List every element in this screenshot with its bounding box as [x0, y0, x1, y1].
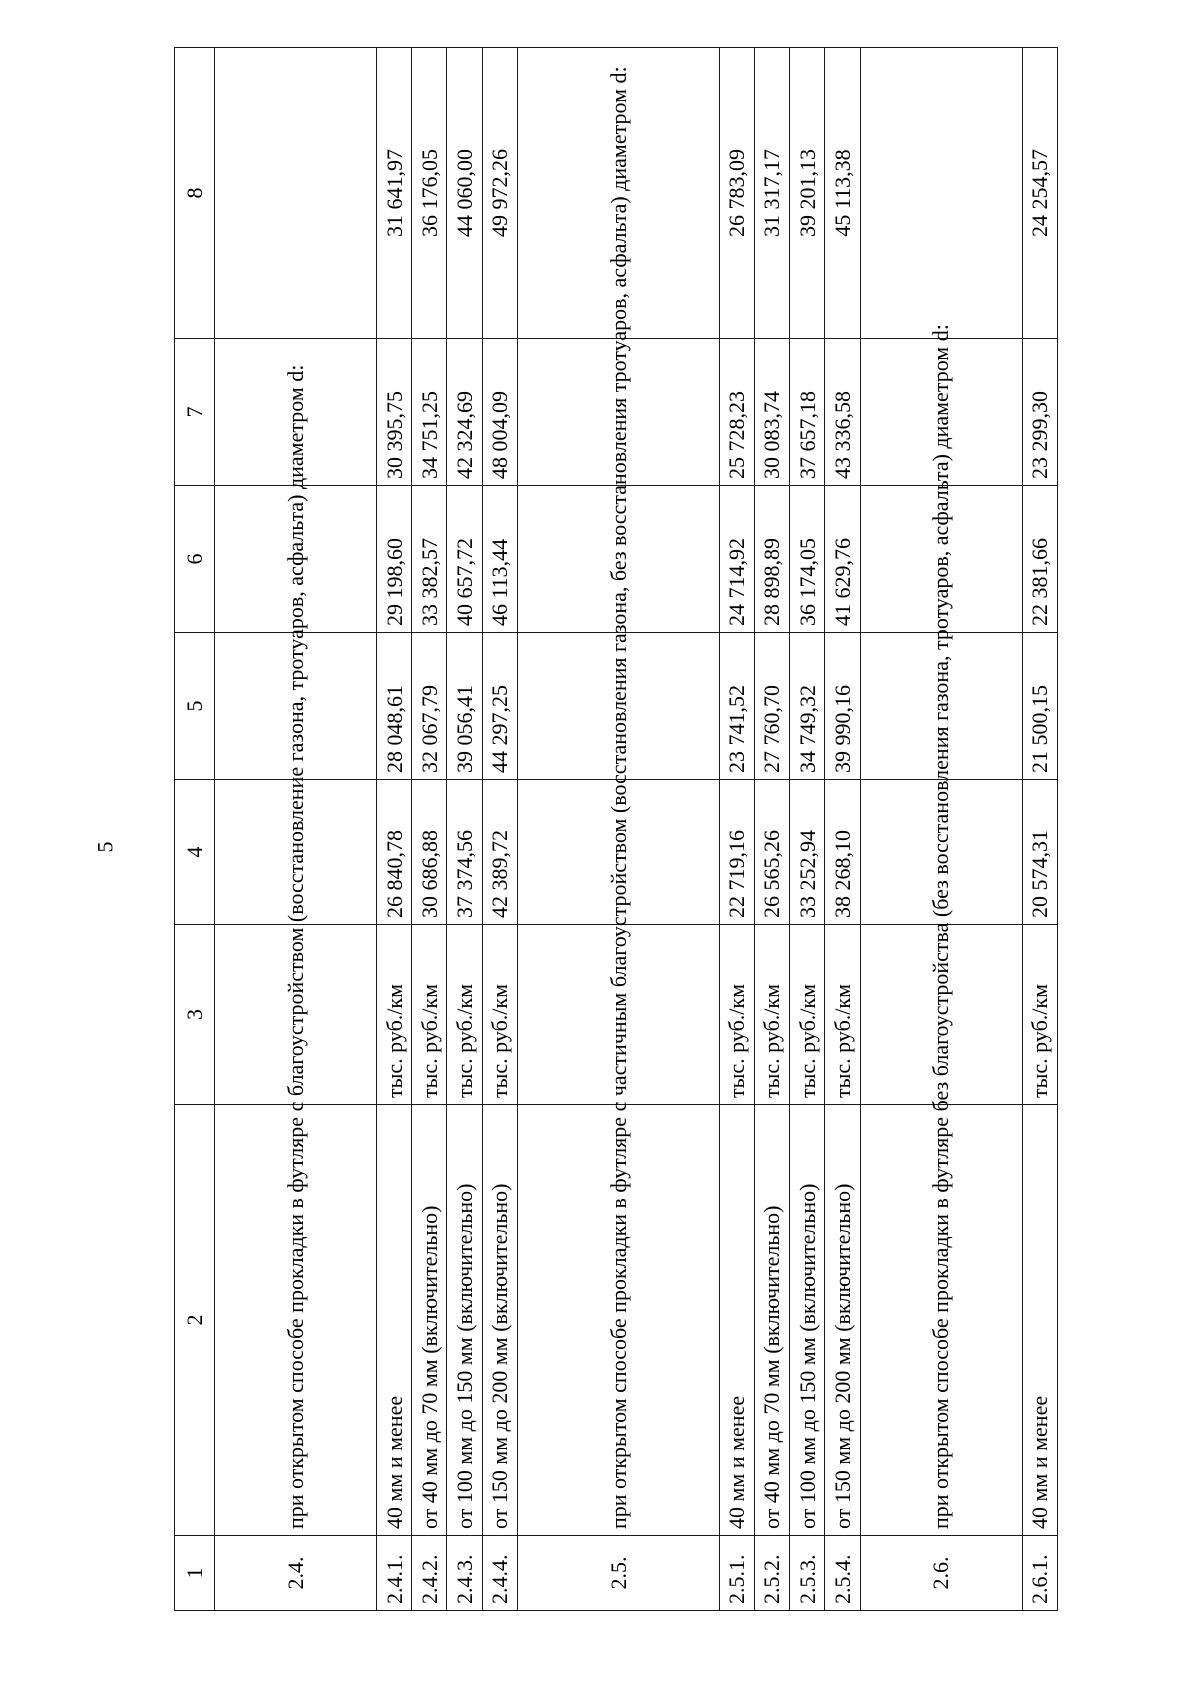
value-cell: 28 048,61 [377, 633, 412, 780]
column-header-row [175, 48, 215, 1611]
column-header: 5 [175, 633, 215, 780]
value-cell: 39 201,13 [790, 48, 825, 339]
value-cell: 31 317,17 [755, 48, 790, 339]
value-cell: 32 067,79 [412, 633, 447, 780]
value-cell: 42 389,72 [482, 780, 517, 925]
value-cell: 26 840,78 [377, 780, 412, 925]
value-cell: 24 714,92 [719, 486, 754, 633]
value-cell: 39 990,16 [825, 633, 860, 780]
item-description: 40 мм и менее [377, 1105, 412, 1536]
value-cell: 40 657,72 [447, 486, 482, 633]
item-description: от 100 мм до 150 мм (включительно) [790, 1105, 825, 1536]
item-description: от 40 мм до 70 мм (включительно) [755, 1105, 790, 1536]
value-cell: 34 751,25 [412, 339, 447, 486]
empty-cell [860, 48, 1022, 339]
item-number: 2.5.4. [825, 1536, 860, 1611]
rotated-table-container [174, 48, 1058, 1611]
item-number: 2.6.1. [1022, 1536, 1057, 1611]
tariff-table [174, 47, 1058, 1611]
table-row [482, 48, 517, 1611]
section-description: при открытом способе прокладки в футляре с благоустройством (восстановление газона, тротуаров, асфальта) диаметром d: [215, 1105, 377, 1536]
table-row [412, 48, 447, 1611]
column-header: 3 [175, 925, 215, 1105]
table-row [790, 48, 825, 1611]
value-cell: 23 741,52 [719, 633, 754, 780]
item-number: 2.4.2. [412, 1536, 447, 1611]
unit-cell: тыс. руб./км [790, 925, 825, 1105]
value-cell: 22 381,66 [1022, 486, 1057, 633]
value-cell: 26 565,26 [755, 780, 790, 925]
section-number: 2.5. [517, 1536, 719, 1611]
column-header: 7 [175, 339, 215, 486]
table-group-row [860, 48, 1022, 1611]
value-cell: 26 783,09 [719, 48, 754, 339]
value-cell: 39 056,41 [447, 633, 482, 780]
value-cell: 24 254,57 [1022, 48, 1057, 339]
section-description: при открытом способе прокладки в футляре с частичным благоустройством (восстановления газона, без восстановления тротуаров, асфальта) диаметром d: [517, 1105, 719, 1536]
value-cell: 30 686,88 [412, 780, 447, 925]
item-description: 40 мм и менее [719, 1105, 754, 1536]
value-cell: 48 004,09 [482, 339, 517, 486]
value-cell: 41 629,76 [825, 486, 860, 633]
value-cell: 46 113,44 [482, 486, 517, 633]
item-number: 2.4.1. [377, 1536, 412, 1611]
unit-cell: тыс. руб./км [755, 925, 790, 1105]
column-header: 1 [175, 1536, 215, 1611]
unit-cell: тыс. руб./км [412, 925, 447, 1105]
item-number: 2.5.3. [790, 1536, 825, 1611]
value-cell: 42 324,69 [447, 339, 482, 486]
page-number: 5 [92, 841, 118, 853]
value-cell: 45 113,38 [825, 48, 860, 339]
column-header: 2 [175, 1105, 215, 1536]
value-cell: 37 657,18 [790, 339, 825, 486]
value-cell: 34 749,32 [790, 633, 825, 780]
column-header: 8 [175, 48, 215, 339]
unit-cell: тыс. руб./км [447, 925, 482, 1105]
column-header: 6 [175, 486, 215, 633]
value-cell: 38 268,10 [825, 780, 860, 925]
item-number: 2.4.3. [447, 1536, 482, 1611]
item-number: 2.5.1. [719, 1536, 754, 1611]
table-group-row [517, 48, 719, 1611]
value-cell: 27 760,70 [755, 633, 790, 780]
value-cell: 29 198,60 [377, 486, 412, 633]
unit-cell: тыс. руб./км [1022, 925, 1057, 1105]
item-description: от 100 мм до 150 мм (включительно) [447, 1105, 482, 1536]
value-cell: 28 898,89 [755, 486, 790, 633]
item-description: от 40 мм до 70 мм (включительно) [412, 1105, 447, 1536]
value-cell: 20 574,31 [1022, 780, 1057, 925]
table-row [825, 48, 860, 1611]
value-cell: 43 336,58 [825, 339, 860, 486]
unit-cell: тыс. руб./км [377, 925, 412, 1105]
table-row [719, 48, 754, 1611]
item-description: от 150 мм до 200 мм (включительно) [825, 1105, 860, 1536]
unit-cell: тыс. руб./км [719, 925, 754, 1105]
value-cell: 21 500,15 [1022, 633, 1057, 780]
section-description: при открытом способе прокладки в футляре без благоустройства (без восстановления газона, тротуаров, асфальта) диаметром d: [860, 1105, 1022, 1536]
item-number: 2.5.2. [755, 1536, 790, 1611]
value-cell: 30 083,74 [755, 339, 790, 486]
value-cell: 33 252,94 [790, 780, 825, 925]
section-number: 2.6. [860, 1536, 1022, 1611]
value-cell: 36 176,05 [412, 48, 447, 339]
unit-cell: тыс. руб./км [482, 925, 517, 1105]
table-row [1022, 48, 1057, 1611]
value-cell: 33 382,57 [412, 486, 447, 633]
unit-cell: тыс. руб./км [825, 925, 860, 1105]
table-row [377, 48, 412, 1611]
value-cell: 44 060,00 [447, 48, 482, 339]
column-header: 4 [175, 780, 215, 925]
value-cell: 25 728,23 [719, 339, 754, 486]
table-row [755, 48, 790, 1611]
value-cell: 44 297,25 [482, 633, 517, 780]
value-cell: 37 374,56 [447, 780, 482, 925]
empty-cell [215, 48, 377, 339]
value-cell: 23 299,30 [1022, 339, 1057, 486]
item-description: 40 мм и менее [1022, 1105, 1057, 1536]
value-cell: 30 395,75 [377, 339, 412, 486]
table-row [447, 48, 482, 1611]
value-cell: 22 719,16 [719, 780, 754, 925]
section-number: 2.4. [215, 1536, 377, 1611]
value-cell: 31 641,97 [377, 48, 412, 339]
table-group-row [215, 48, 377, 1611]
item-description: от 150 мм до 200 мм (включительно) [482, 1105, 517, 1536]
item-number: 2.4.4. [482, 1536, 517, 1611]
value-cell: 49 972,26 [482, 48, 517, 339]
value-cell: 36 174,05 [790, 486, 825, 633]
